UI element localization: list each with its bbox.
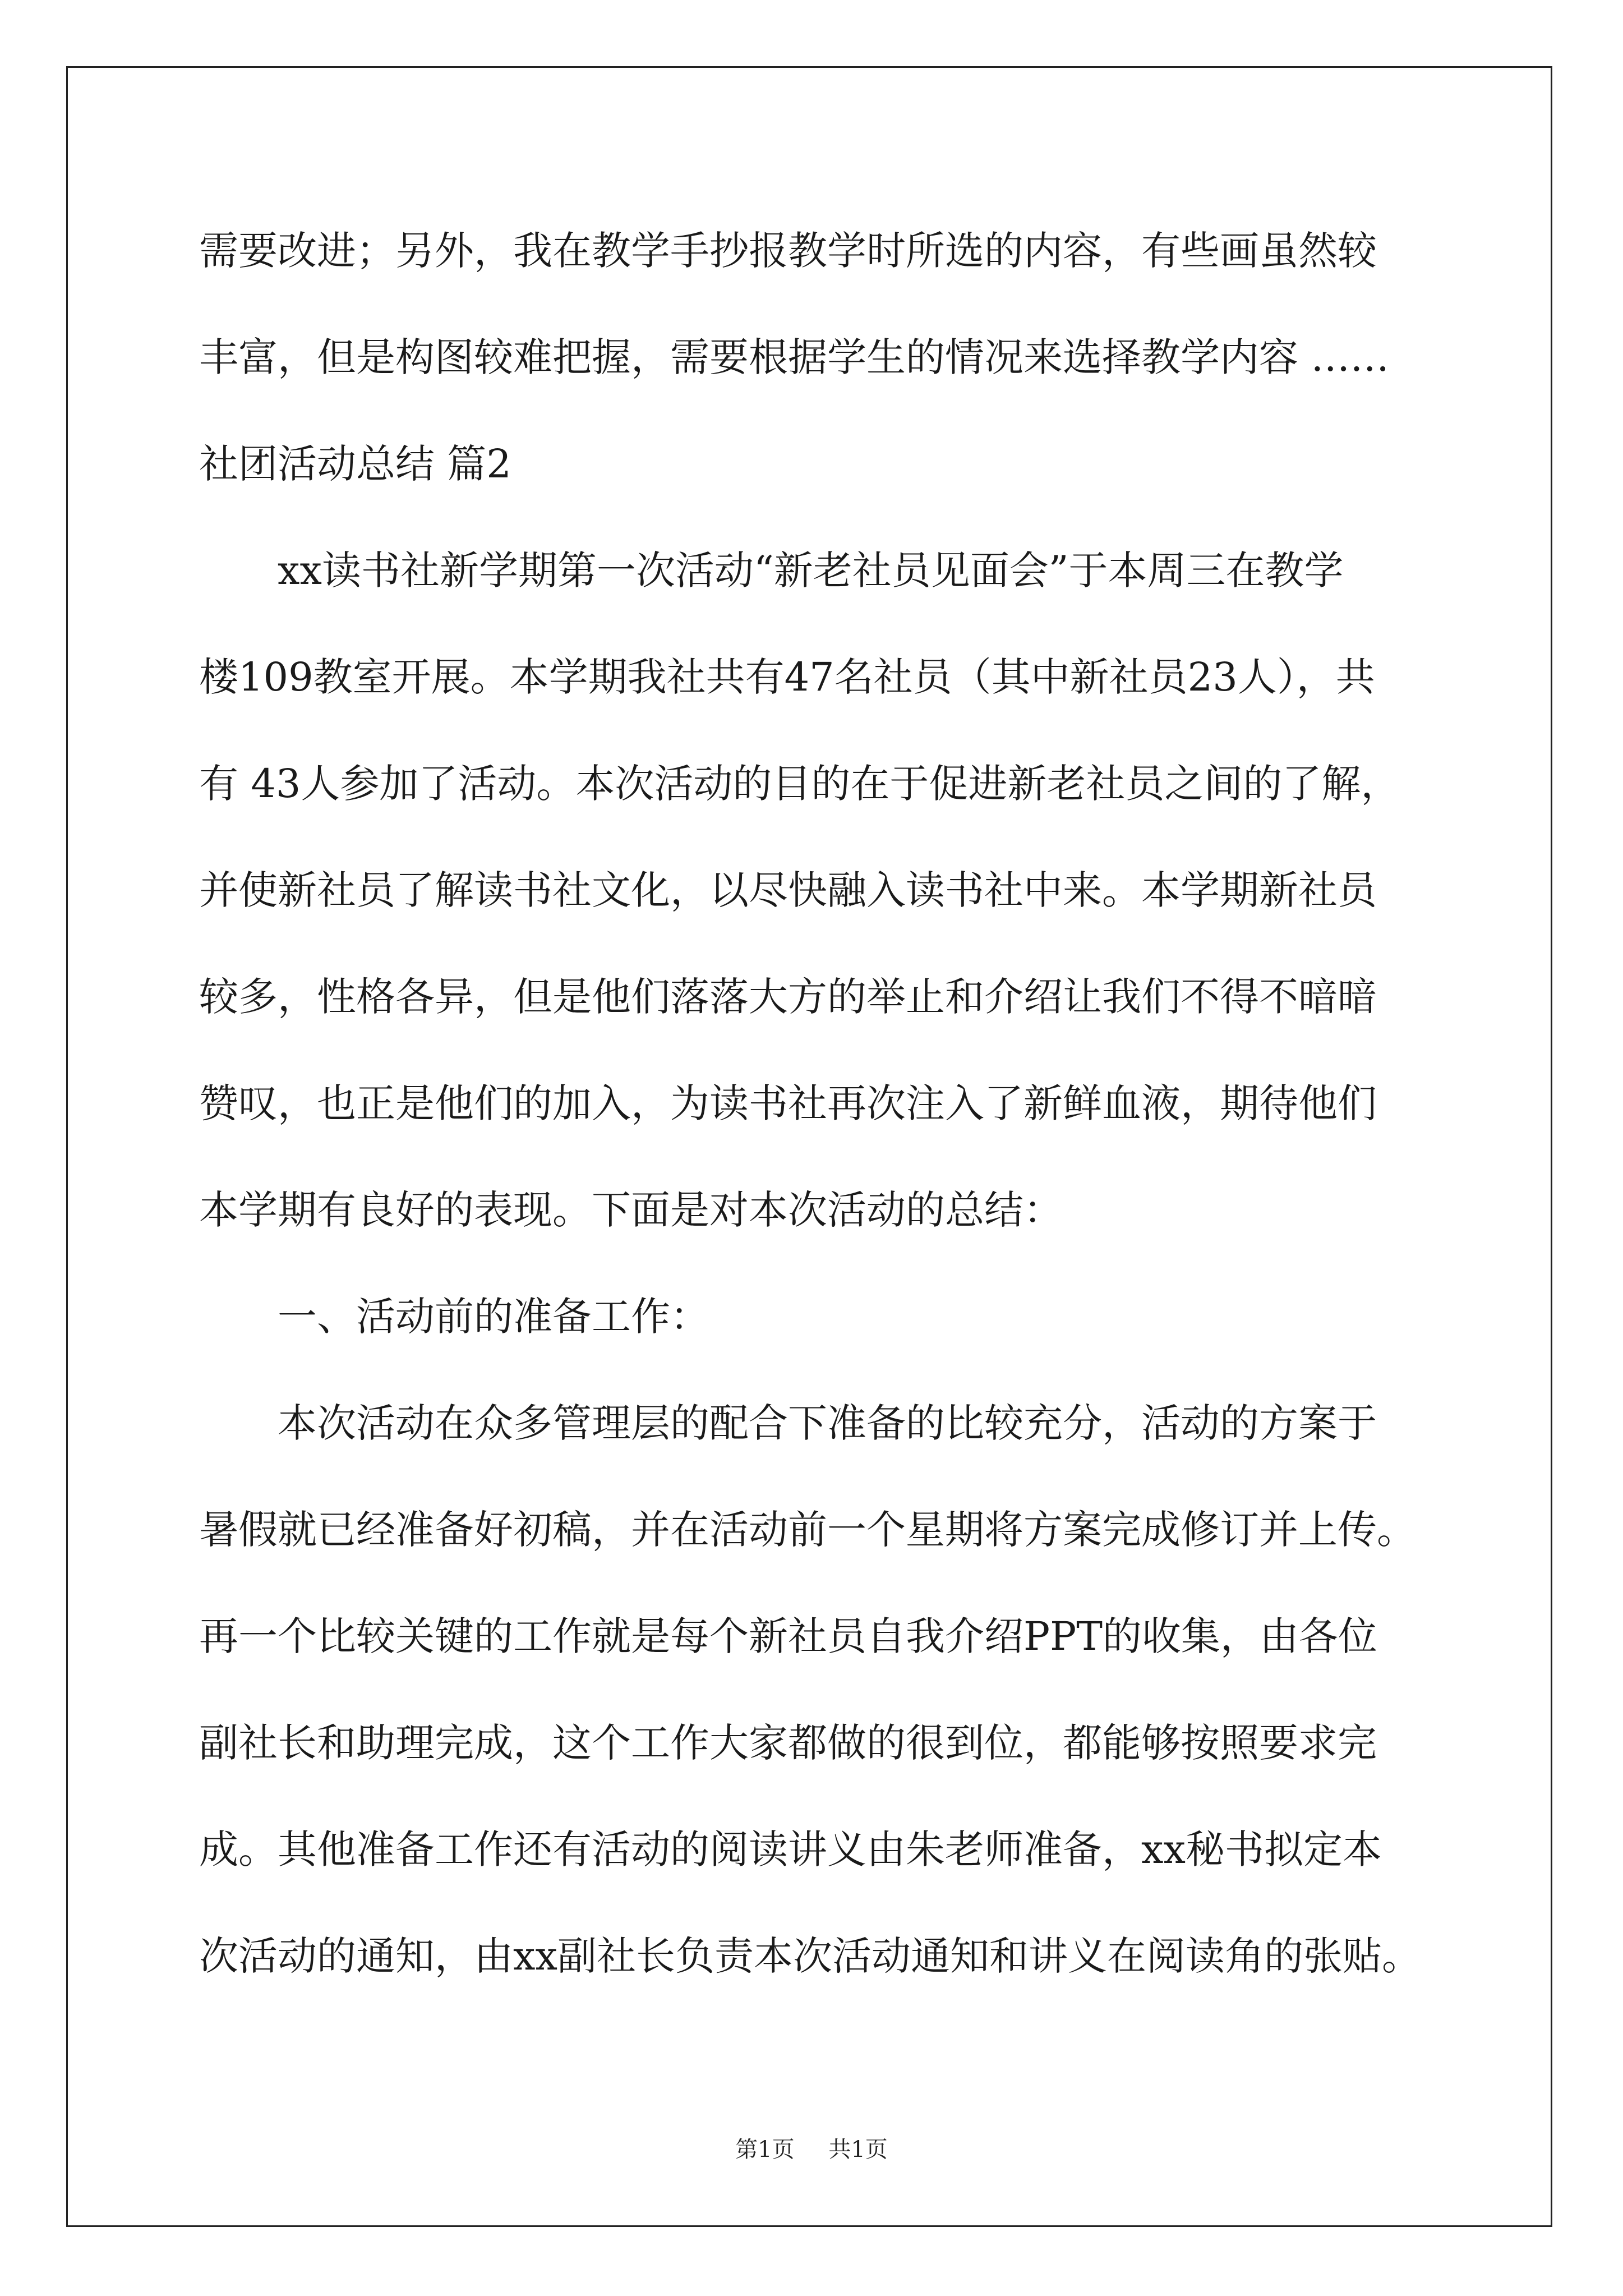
text-line: 再一个比较关键的工作就是每个新社员自我介绍PPT的收集，由各位 <box>199 1613 1377 1659</box>
text-line: 本学期有良好的表现。下面是对本次活动的总结： <box>199 1187 1063 1233</box>
text-line: 较多，性格各异，但是他们落落大方的举止和介绍让我们不得不暗暗 <box>199 974 1377 1020</box>
text-line: xx读书社新学期第一次活动“新老社员见面会”于本周三在教学 <box>278 547 1344 593</box>
text-line: 次活动的通知，由xx副社长负责本次活动通知和讲义在阅读角的张贴。 <box>199 1933 1421 1979</box>
text-line: 有 43人参加了活动。本次活动的目的在于促进新老社员之间的了解， <box>199 761 1400 807</box>
text-line: 副社长和助理完成，这个工作大家都做的很到位，都能够按照要求完 <box>199 1720 1377 1766</box>
text-line: 暑假就已经准备好初稿，并在活动前一个星期将方案完成修订并上传。 <box>199 1507 1416 1553</box>
text-line: 丰富，但是构图较难把握，需要根据学生的情况来选择教学内容 …… <box>199 334 1390 380</box>
page-number: 第1页 <box>735 2137 795 2162</box>
page-footer <box>0 2132 1623 2164</box>
text-line: 成。其他准备工作还有活动的阅读讲义由朱老师准备，xx秘书拟定本 <box>199 1826 1382 1872</box>
text-line: 本次活动在众多管理层的配合下准备的比较充分，活动的方案于 <box>278 1400 1377 1446</box>
text-line: 需要改进；另外，我在教学手抄报教学时所选的内容，有些画虽然较 <box>199 228 1377 274</box>
document-body <box>199 222 1433 2033</box>
section-heading: 社团活动总结 篇2 <box>199 441 511 487</box>
page-total: 共1页 <box>828 2137 888 2162</box>
subheading: 一、活动前的准备工作： <box>278 1294 709 1340</box>
text-line: 楼109教室开展。本学期我社共有47名社员（其中新社员23人），共 <box>199 654 1375 700</box>
text-line: 并使新社员了解读书社文化，以尽快融入读书社中来。本学期新社员 <box>199 867 1377 913</box>
text-line: 赞叹，也正是他们的加入，为读书社再次注入了新鲜血液，期待他们 <box>199 1080 1377 1126</box>
